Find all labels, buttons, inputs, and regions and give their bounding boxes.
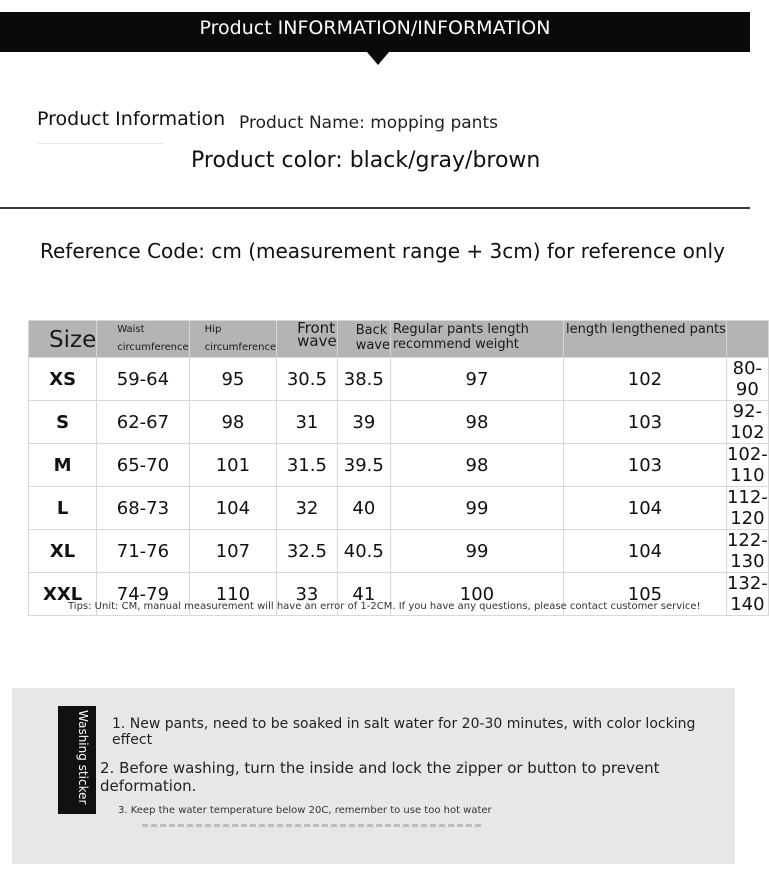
table-cell: 62-67 — [97, 401, 189, 444]
header-size: Size — [29, 321, 97, 358]
washing-instruction-2: 2. Before washing, turn the inside and lock the zipper or button to prevent deformation. — [100, 759, 660, 795]
table-row — [29, 444, 769, 487]
washing-instruction-1: 1. New pants, need to be soaked in salt water for 20-30 minutes, with color locking effect — [112, 716, 696, 748]
header-regular-pants-text: Regular pants length recommend weight — [392, 322, 529, 352]
size-chart-table — [28, 320, 769, 616]
table-cell: 103 — [563, 444, 726, 487]
table-cell: 40.5 — [337, 530, 390, 573]
size-cell: XXL — [29, 573, 97, 616]
table-cell: 98 — [189, 401, 276, 444]
table-cell: 80-90 — [726, 358, 768, 401]
table-cell: 40 — [337, 487, 390, 530]
table-cell: 101 — [189, 444, 276, 487]
table-row — [29, 401, 769, 444]
table-cell: 71-76 — [97, 530, 189, 573]
table-cell: 68-73 — [97, 487, 189, 530]
table-cell: 31 — [277, 401, 338, 444]
table-cell: 100 — [390, 573, 563, 616]
table-cell: 38.5 — [337, 358, 390, 401]
table-cell: 103 — [563, 401, 726, 444]
size-cell: L — [29, 487, 97, 530]
table-cell: 30.5 — [277, 358, 338, 401]
size-cell: M — [29, 444, 97, 487]
table-cell: 32 — [277, 487, 338, 530]
banner-title: Product INFORMATION/INFORMATION — [199, 17, 551, 39]
reference-code: Reference Code: cm (measurement range + 3cm) for reference only — [40, 239, 725, 263]
table-cell: 102 — [563, 358, 726, 401]
product-information-label: Product Information — [37, 108, 226, 130]
table-cell: 59-64 — [97, 358, 189, 401]
table-cell: 74-79 — [97, 573, 189, 616]
section-divider — [0, 207, 750, 209]
table-cell: 33 — [277, 573, 338, 616]
size-cell: XS — [29, 358, 97, 401]
table-cell: 97 — [390, 358, 563, 401]
table-cell: 105 — [563, 573, 726, 616]
header-hip: Hip circumference — [189, 321, 276, 358]
header-regular-pants — [390, 321, 563, 358]
table-cell: 99 — [390, 487, 563, 530]
washing-sticker-label: Washing sticker — [76, 710, 90, 805]
size-cell: XL — [29, 530, 97, 573]
table-cell: 107 — [189, 530, 276, 573]
header-waist: Waist circumference — [97, 321, 189, 358]
table-cell: 110 — [189, 573, 276, 616]
table-row — [29, 530, 769, 573]
table-cell: 122-130 — [726, 530, 768, 572]
table-cell: 39 — [337, 401, 390, 444]
table-cell: 98 — [390, 444, 563, 487]
header-front-wave: Front wave — [277, 321, 338, 358]
table-header-row — [29, 321, 769, 358]
washing-instruction-3: 3. Keep the water temperature below 20C, remember to use too hot water — [118, 805, 492, 816]
table-cell: 41 — [337, 573, 390, 616]
table-cell: 31.5 — [277, 444, 338, 487]
header-back-wave: Back wave — [337, 321, 390, 358]
table-cell: 95 — [189, 358, 276, 401]
faded-text-line — [142, 824, 482, 827]
header-lengthened-pants: length lengthened pants — [563, 321, 726, 358]
table-cell: 98 — [390, 401, 563, 444]
table-cell: 104 — [189, 487, 276, 530]
tips-text: Tips: Unit: CM, manual measurement will have an error of 1-2CM. If you have any questions, please contact customer service! — [68, 601, 701, 612]
table-cell: 99 — [390, 530, 563, 573]
size-cell: S — [29, 401, 97, 444]
table-cell: 65-70 — [97, 444, 189, 487]
table-cell: 102-110 — [726, 444, 768, 486]
table-row — [29, 358, 769, 401]
table-cell: 32.5 — [277, 530, 338, 573]
table-cell: 39.5 — [337, 444, 390, 487]
header-banner — [0, 12, 750, 52]
product-color: Product color: black/gray/brown — [191, 148, 541, 173]
table-cell: 104 — [563, 530, 726, 573]
label-underline — [38, 143, 163, 144]
table-cell: 92-102 — [726, 401, 768, 444]
washing-sticker-tag — [58, 706, 96, 814]
table-cell: 104 — [563, 487, 726, 530]
table-row — [29, 487, 769, 530]
table-cell: 132-140 — [726, 573, 768, 615]
washing-instructions-panel — [12, 688, 735, 864]
product-name: Product Name: mopping pants — [239, 113, 498, 133]
banner-pointer-arrow — [367, 52, 389, 65]
table-cell: 112-120 — [726, 487, 768, 529]
header-empty — [726, 321, 768, 358]
